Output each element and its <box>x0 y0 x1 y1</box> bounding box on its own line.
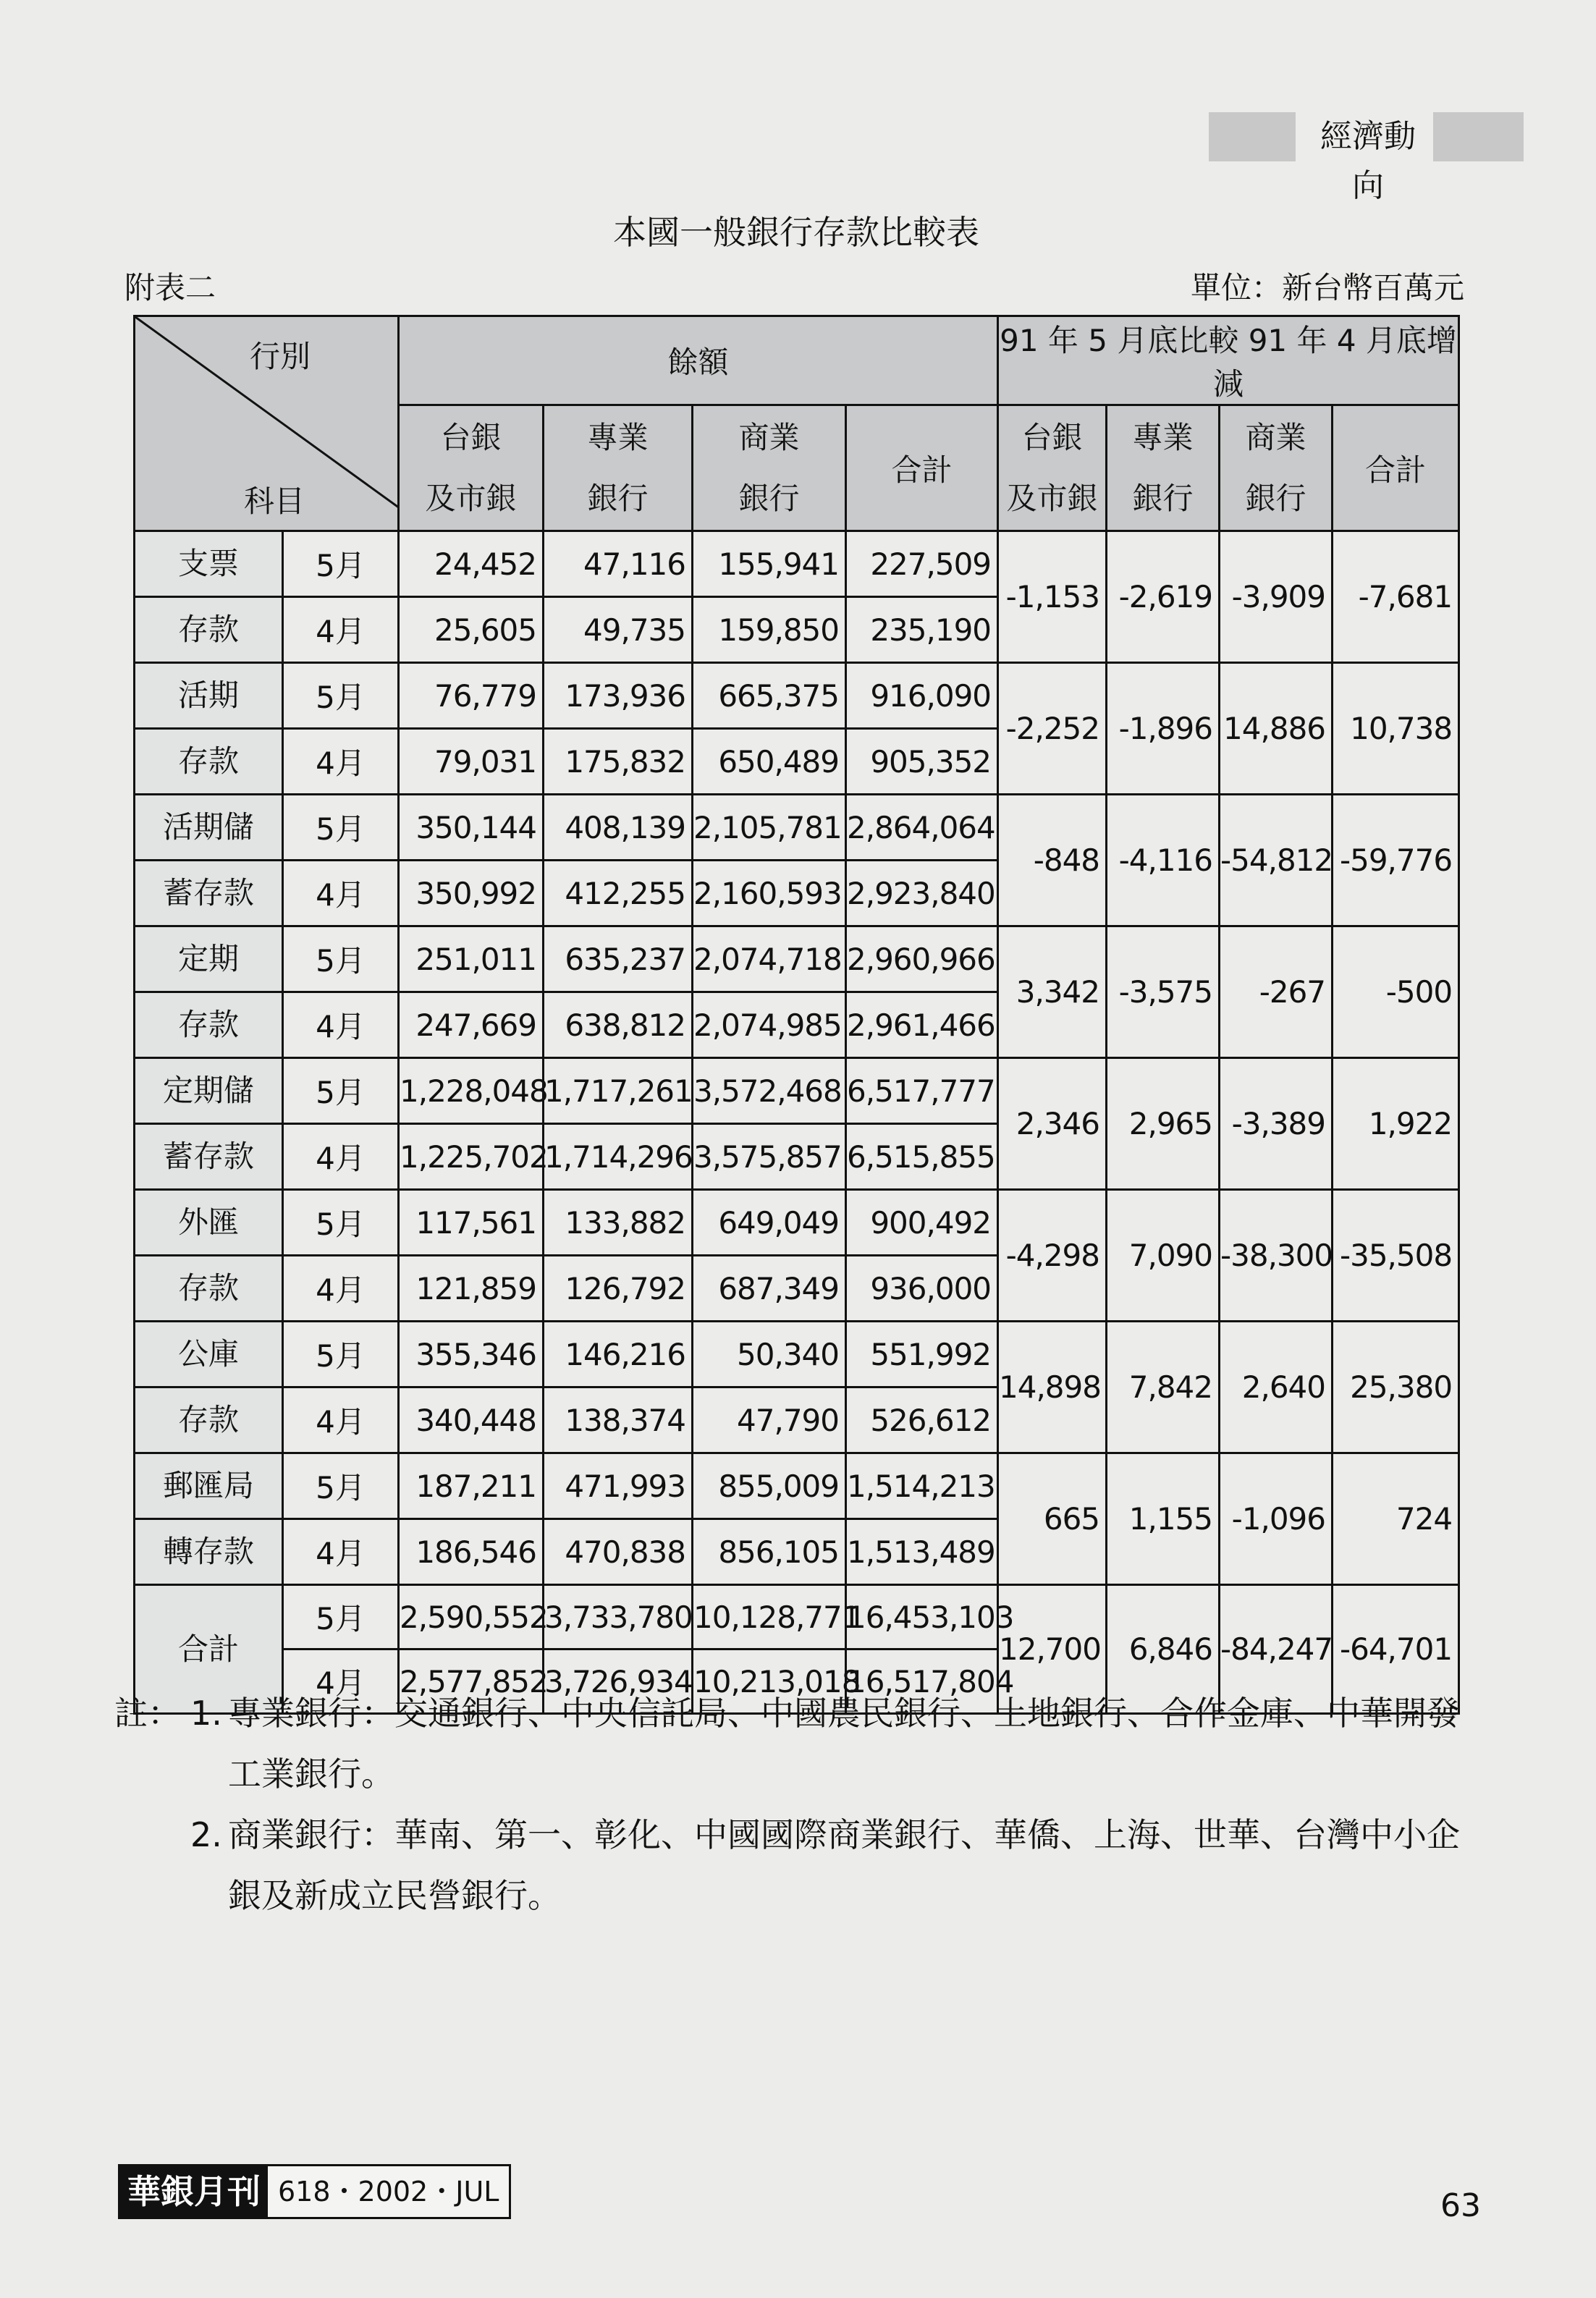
balance-cell: 49,735 <box>544 597 693 663</box>
change-cell: -2,619 <box>1107 531 1220 663</box>
table-row <box>135 926 1459 992</box>
balance-cell: 3,575,857 <box>693 1124 846 1190</box>
balance-cell: 175,832 <box>544 729 693 795</box>
change-cell: -267 <box>1220 926 1333 1058</box>
row-subject: 存款 <box>135 1387 283 1453</box>
col-header-taiwan-bank <box>399 405 544 531</box>
balance-cell: 408,139 <box>544 795 693 861</box>
balance-cell: 10,128,771 <box>693 1585 846 1649</box>
col-header-line: 及市銀 <box>425 480 517 516</box>
change-cell: 665 <box>998 1453 1107 1585</box>
row-subject: 活期 <box>135 663 283 729</box>
group-header-change: 91 年 5 月底比較 91 年 4 月底增減 <box>998 316 1459 405</box>
change-cell: -1,153 <box>998 531 1107 663</box>
balance-cell: 551,992 <box>846 1322 998 1387</box>
balance-cell: 2,074,718 <box>693 926 846 992</box>
balance-cell: 2,864,064 <box>846 795 998 861</box>
balance-cell: 350,144 <box>399 795 544 861</box>
balance-cell: 350,992 <box>399 861 544 926</box>
row-subject: 外匯 <box>135 1190 283 1256</box>
col-header-total: 合計 <box>846 405 998 531</box>
balance-cell: 638,812 <box>544 992 693 1058</box>
balance-cell: 526,612 <box>846 1387 998 1453</box>
change-cell: -3,575 <box>1107 926 1220 1058</box>
change-cell: -64,701 <box>1333 1585 1459 1714</box>
col-header-line: 及市銀 <box>1006 480 1098 516</box>
corner-label-subject: 科目 <box>244 483 305 519</box>
balance-cell: 247,669 <box>399 992 544 1058</box>
change-cell: -38,300 <box>1220 1190 1333 1322</box>
col-header-change-total: 合計 <box>1333 405 1459 531</box>
balance-cell: 16,517,804 <box>846 1649 998 1714</box>
magazine-name: 華銀月刊 <box>120 2166 268 2217</box>
balance-cell: 133,882 <box>544 1190 693 1256</box>
balance-cell: 173,936 <box>544 663 693 729</box>
row-month: 5月 <box>283 926 399 992</box>
balance-cell: 186,546 <box>399 1519 544 1585</box>
row-subject: 定期儲 <box>135 1058 283 1124</box>
balance-cell: 649,049 <box>693 1190 846 1256</box>
change-cell: -1,896 <box>1107 663 1220 795</box>
balance-cell: 159,850 <box>693 597 846 663</box>
table-row <box>135 1190 1459 1256</box>
balance-cell: 117,561 <box>399 1190 544 1256</box>
note-prefix: 註： <box>114 1694 181 1733</box>
change-cell: -3,389 <box>1220 1058 1333 1190</box>
change-cell: 2,965 <box>1107 1058 1220 1190</box>
row-subject: 存款 <box>135 992 283 1058</box>
balance-cell: 340,448 <box>399 1387 544 1453</box>
row-month: 4月 <box>283 861 399 926</box>
row-month: 4月 <box>283 1387 399 1453</box>
balance-cell: 856,105 <box>693 1519 846 1585</box>
row-month: 5月 <box>283 1585 399 1649</box>
balance-cell: 635,237 <box>544 926 693 992</box>
row-month: 4月 <box>283 1256 399 1322</box>
row-subject: 定期 <box>135 926 283 992</box>
balance-cell: 2,105,781 <box>693 795 846 861</box>
col-header-line: 銀行 <box>587 480 649 516</box>
row-month: 4月 <box>283 729 399 795</box>
magazine-issue: 618・2002・JUL <box>268 2166 509 2217</box>
row-month: 4月 <box>283 1124 399 1190</box>
change-cell: 14,886 <box>1220 663 1333 795</box>
balance-cell: 121,859 <box>399 1256 544 1322</box>
row-month: 5月 <box>283 1453 399 1519</box>
balance-cell: 936,000 <box>846 1256 998 1322</box>
balance-cell: 138,374 <box>544 1387 693 1453</box>
balance-cell: 1,514,213 <box>846 1453 998 1519</box>
group-header-balance: 餘額 <box>399 316 998 405</box>
magazine-footer <box>118 2164 511 2219</box>
row-subject: 存款 <box>135 729 283 795</box>
col-header-change-specialized <box>1107 405 1220 531</box>
change-cell: 2,640 <box>1220 1322 1333 1453</box>
col-header-line: 台銀 <box>440 419 502 455</box>
row-subject: 蓄存款 <box>135 861 283 926</box>
change-cell: -7,681 <box>1333 531 1459 663</box>
note-text: 專業銀行：交通銀行、中央信託局、中國農民銀行、土地銀行、合作金庫、中華開發工業銀行。 <box>228 1694 1460 1794</box>
balance-cell: 900,492 <box>846 1190 998 1256</box>
balance-cell: 2,160,593 <box>693 861 846 926</box>
balance-cell: 3,733,780 <box>544 1585 693 1649</box>
balance-cell: 50,340 <box>693 1322 846 1387</box>
balance-cell: 25,605 <box>399 597 544 663</box>
balance-cell: 227,509 <box>846 531 998 597</box>
change-cell: -84,247 <box>1220 1585 1333 1714</box>
change-cell: -1,096 <box>1220 1453 1333 1585</box>
row-month: 5月 <box>283 531 399 597</box>
row-subject: 公庫 <box>135 1322 283 1387</box>
change-cell: 10,738 <box>1333 663 1459 795</box>
col-header-line: 專業 <box>1132 419 1194 455</box>
row-month: 5月 <box>283 1190 399 1256</box>
row-subject: 合計 <box>135 1585 283 1714</box>
change-cell: 7,090 <box>1107 1190 1220 1322</box>
note-item <box>114 1804 1468 1926</box>
row-subject: 支票 <box>135 531 283 597</box>
balance-cell: 1,513,489 <box>846 1519 998 1585</box>
note-item <box>114 1683 1468 1804</box>
note-number: 1. <box>190 1694 222 1733</box>
balance-cell: 126,792 <box>544 1256 693 1322</box>
balance-cell: 1,228,048 <box>399 1058 544 1124</box>
change-cell: -35,508 <box>1333 1190 1459 1322</box>
col-header-line: 銀行 <box>738 480 800 516</box>
balance-cell: 251,011 <box>399 926 544 992</box>
change-cell: -3,909 <box>1220 531 1333 663</box>
row-subject: 活期儲 <box>135 795 283 861</box>
balance-cell: 687,349 <box>693 1256 846 1322</box>
table-row <box>135 795 1459 861</box>
balance-cell: 855,009 <box>693 1453 846 1519</box>
row-month: 4月 <box>283 597 399 663</box>
note-number: 2. <box>190 1815 222 1854</box>
col-header-specialized <box>544 405 693 531</box>
col-header-commercial <box>693 405 846 531</box>
row-month: 5月 <box>283 795 399 861</box>
balance-cell: 79,031 <box>399 729 544 795</box>
balance-cell: 24,452 <box>399 531 544 597</box>
change-cell: 2,346 <box>998 1058 1107 1190</box>
balance-cell: 905,352 <box>846 729 998 795</box>
balance-cell: 10,213,018 <box>693 1649 846 1714</box>
row-month: 4月 <box>283 1649 399 1714</box>
balance-cell: 471,993 <box>544 1453 693 1519</box>
balance-cell: 412,255 <box>544 861 693 926</box>
balance-cell: 76,779 <box>399 663 544 729</box>
row-subject: 存款 <box>135 597 283 663</box>
balance-cell: 916,090 <box>846 663 998 729</box>
col-header-change-taiwan-bank <box>998 405 1107 531</box>
balance-cell: 235,190 <box>846 597 998 663</box>
change-cell: 724 <box>1333 1453 1459 1585</box>
change-cell: 1,922 <box>1333 1058 1459 1190</box>
row-subject: 轉存款 <box>135 1519 283 1585</box>
col-header-line: 銀行 <box>1245 480 1306 516</box>
change-cell: -500 <box>1333 926 1459 1058</box>
change-cell: 12,700 <box>998 1585 1107 1714</box>
balance-cell: 650,489 <box>693 729 846 795</box>
balance-cell: 665,375 <box>693 663 846 729</box>
table-body <box>135 531 1459 1714</box>
table-title: 本國一般銀行存款比較表 <box>613 213 979 252</box>
balance-cell: 47,790 <box>693 1387 846 1453</box>
change-cell: 1,155 <box>1107 1453 1220 1585</box>
balance-cell: 2,074,985 <box>693 992 846 1058</box>
deposit-comparison-table <box>133 315 1460 1715</box>
corner-label-bank-type: 行別 <box>249 339 311 374</box>
balance-cell: 1,717,261 <box>544 1058 693 1124</box>
change-cell: 7,842 <box>1107 1322 1220 1453</box>
balance-cell: 2,961,466 <box>846 992 998 1058</box>
row-subject: 存款 <box>135 1256 283 1322</box>
change-cell: -4,298 <box>998 1190 1107 1322</box>
row-month: 4月 <box>283 992 399 1058</box>
table-row <box>135 1322 1459 1387</box>
row-month: 5月 <box>283 1058 399 1124</box>
balance-cell: 1,714,296 <box>544 1124 693 1190</box>
col-header-line: 專業 <box>587 419 649 455</box>
table-row <box>135 1585 1459 1649</box>
col-header-line: 台銀 <box>1021 419 1083 455</box>
table-row <box>135 531 1459 597</box>
corner-header <box>135 316 399 531</box>
row-subject: 郵匯局 <box>135 1453 283 1519</box>
change-cell: 3,342 <box>998 926 1107 1058</box>
note-prefix-spacer <box>114 1804 190 1926</box>
change-cell: 6,846 <box>1107 1585 1220 1714</box>
col-header-change-commercial <box>1220 405 1333 531</box>
table-row <box>135 1453 1459 1519</box>
table-row <box>135 1058 1459 1124</box>
balance-cell: 6,515,855 <box>846 1124 998 1190</box>
change-cell: 25,380 <box>1333 1322 1459 1453</box>
col-header-line: 商業 <box>1245 419 1306 455</box>
change-cell: -54,812 <box>1220 795 1333 926</box>
balance-cell: 3,572,468 <box>693 1058 846 1124</box>
col-header-line: 銀行 <box>1132 480 1194 516</box>
balance-cell: 6,517,777 <box>846 1058 998 1124</box>
balance-cell: 1,225,702 <box>399 1124 544 1190</box>
table-label: 附表二 <box>124 270 216 305</box>
section-tag <box>1209 112 1524 204</box>
row-subject: 蓄存款 <box>135 1124 283 1190</box>
balance-cell: 146,216 <box>544 1322 693 1387</box>
balance-cell: 187,211 <box>399 1453 544 1519</box>
balance-cell: 47,116 <box>544 531 693 597</box>
section-title: 經濟動向 <box>1320 118 1416 204</box>
table-row <box>135 663 1459 729</box>
col-header-line: 商業 <box>738 419 800 455</box>
balance-cell: 2,577,852 <box>399 1649 544 1714</box>
change-cell: -2,252 <box>998 663 1107 795</box>
balance-cell: 16,453,103 <box>846 1585 998 1649</box>
row-month: 5月 <box>283 663 399 729</box>
balance-cell: 155,941 <box>693 531 846 597</box>
row-month: 4月 <box>283 1519 399 1585</box>
change-cell: -59,776 <box>1333 795 1459 926</box>
page-number: 63 <box>1440 2187 1481 2224</box>
notes <box>114 1683 1468 1926</box>
balance-cell: 2,923,840 <box>846 861 998 926</box>
balance-cell: 470,838 <box>544 1519 693 1585</box>
change-cell: -848 <box>998 795 1107 926</box>
balance-cell: 355,346 <box>399 1322 544 1387</box>
change-cell: 14,898 <box>998 1322 1107 1453</box>
balance-cell: 2,960,966 <box>846 926 998 992</box>
row-month: 5月 <box>283 1322 399 1387</box>
unit-label: 單位：新台幣百萬元 <box>1190 270 1464 305</box>
change-cell: -4,116 <box>1107 795 1220 926</box>
balance-cell: 2,590,552 <box>399 1585 544 1649</box>
balance-cell: 3,726,934 <box>544 1649 693 1714</box>
note-text: 商業銀行：華南、第一、彰化、中國國際商業銀行、華僑、上海、世華、台灣中小企銀及新成立民營銀行。 <box>228 1815 1460 1915</box>
